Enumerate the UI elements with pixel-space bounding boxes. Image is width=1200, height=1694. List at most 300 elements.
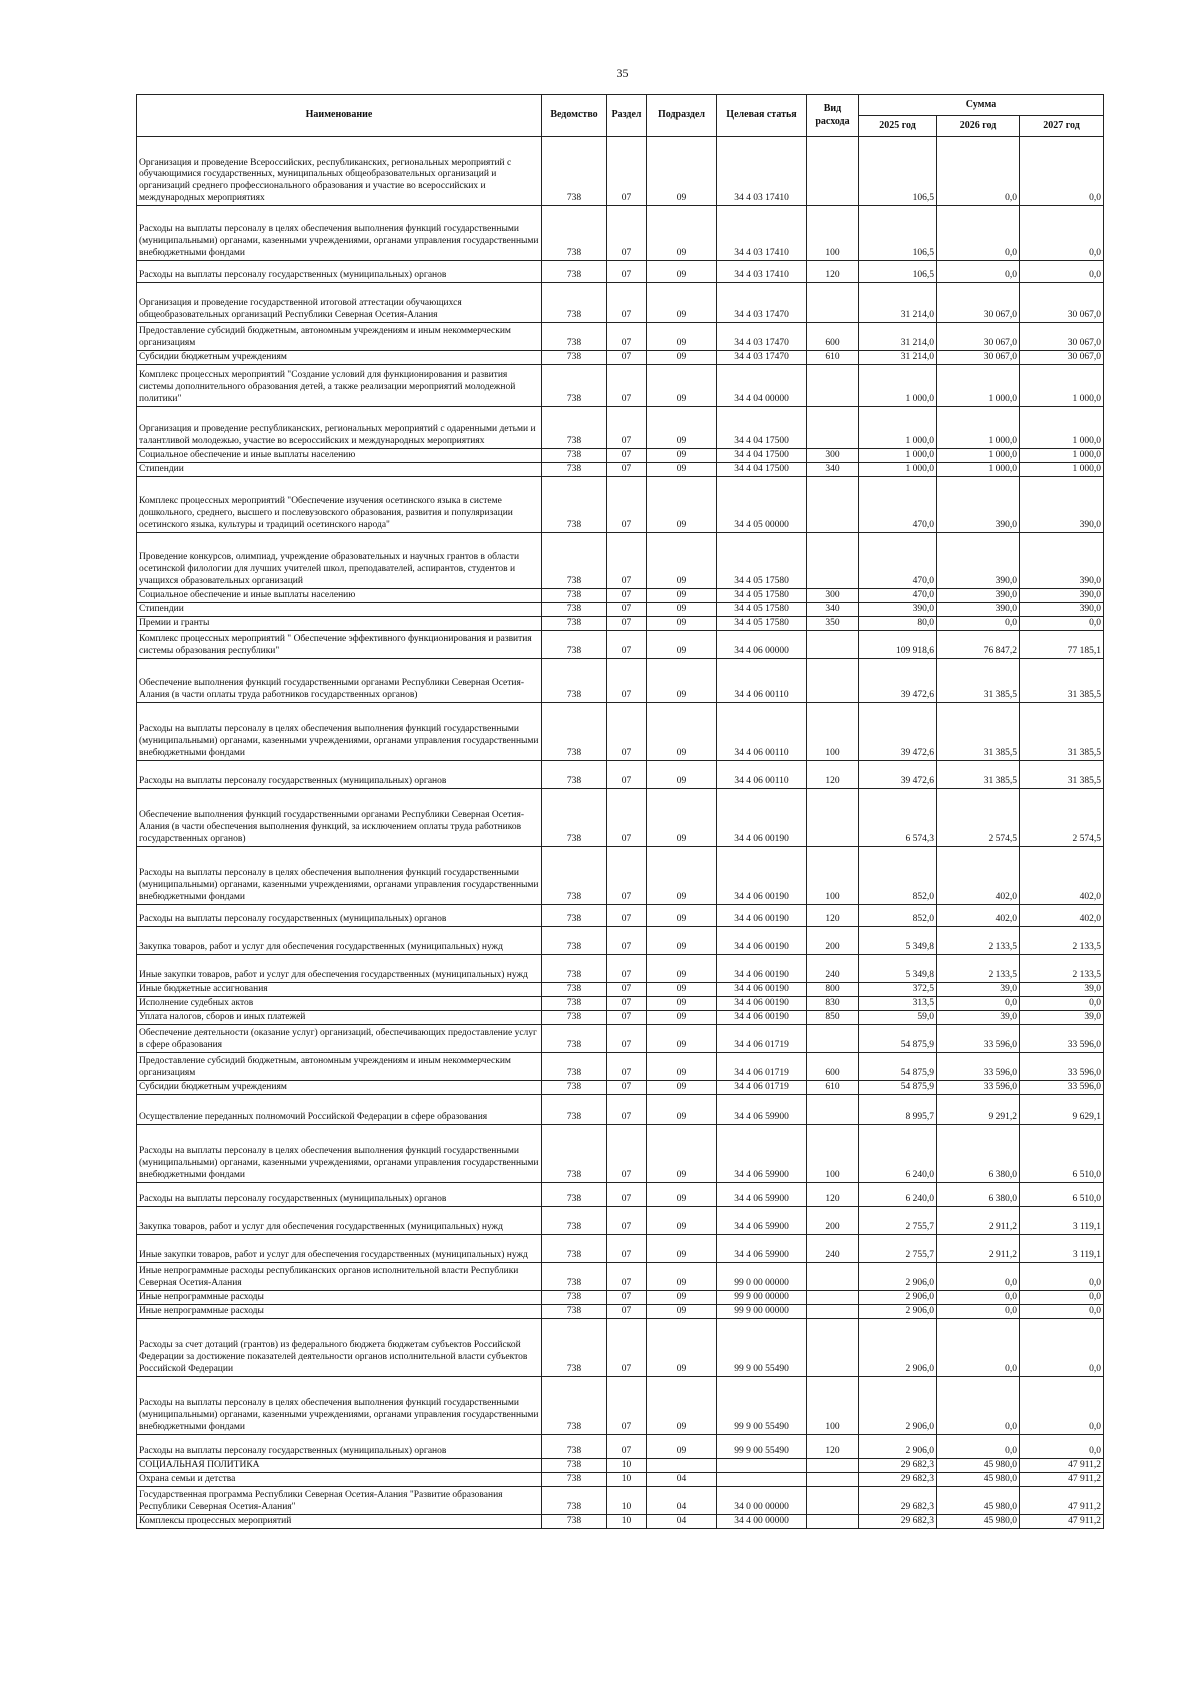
row-podrazdel: 09 <box>647 533 717 589</box>
row-name: Закупка товаров, работ и услуг для обеспечения государственных (муниципальных) нужд <box>137 927 542 955</box>
table-row <box>137 365 1104 407</box>
row-vedomstvo: 738 <box>542 631 607 659</box>
row-vedomstvo: 738 <box>542 983 607 997</box>
row-podrazdel: 09 <box>647 323 717 351</box>
row-sum-2025: 8 995,7 <box>859 1095 937 1125</box>
row-tselevaya-statya: 34 4 06 01719 <box>717 1081 807 1095</box>
row-name: Стипендии <box>137 603 542 617</box>
table-row <box>137 847 1104 905</box>
table-row <box>137 1319 1104 1377</box>
row-name: Государственная программа Республики Северная Осетия-Алания "Развитие образования Республики Северная Осетия-Алания" <box>137 1487 542 1515</box>
row-razdel: 07 <box>607 617 647 631</box>
row-sum-2026: 45 980,0 <box>937 1515 1020 1529</box>
row-vedomstvo: 738 <box>542 905 607 927</box>
row-vid-raskhoda <box>807 1487 859 1515</box>
row-sum-2026: 0,0 <box>937 206 1020 261</box>
row-razdel: 10 <box>607 1515 647 1529</box>
row-sum-2026: 0,0 <box>937 137 1020 206</box>
table-row <box>137 1515 1104 1529</box>
row-vedomstvo: 738 <box>542 847 607 905</box>
row-vid-raskhoda: 300 <box>807 449 859 463</box>
row-sum-2025: 54 875,9 <box>859 1053 937 1081</box>
table-row <box>137 449 1104 463</box>
row-sum-2025: 2 755,7 <box>859 1235 937 1263</box>
row-podrazdel: 09 <box>647 1377 717 1435</box>
row-vedomstvo: 738 <box>542 703 607 761</box>
row-name: Расходы на выплаты персоналу государственных (муниципальных) органов <box>137 761 542 789</box>
row-sum-2025: 372,5 <box>859 983 937 997</box>
row-sum-2026: 0,0 <box>937 997 1020 1011</box>
row-sum-2025: 29 682,3 <box>859 1459 937 1473</box>
table-row <box>137 1291 1104 1305</box>
row-podrazdel: 09 <box>647 703 717 761</box>
header-year-2026: 2026 год <box>937 116 1020 137</box>
row-tselevaya-statya: 34 4 06 00190 <box>717 955 807 983</box>
header-summa: Сумма <box>859 95 1104 116</box>
row-razdel: 07 <box>607 1081 647 1095</box>
row-tselevaya-statya: 34 4 04 00000 <box>717 365 807 407</box>
row-sum-2027: 402,0 <box>1020 847 1104 905</box>
row-tselevaya-statya: 99 9 00 55490 <box>717 1319 807 1377</box>
row-name: Расходы на выплаты персоналу в целях обеспечения выполнения функций государственными (муниципальными) органами, казенными учреждениями, органами управления государственными внебюджетными фондами <box>137 703 542 761</box>
row-sum-2027: 39,0 <box>1020 1011 1104 1025</box>
row-podrazdel: 09 <box>647 1207 717 1235</box>
row-vid-raskhoda: 610 <box>807 1081 859 1095</box>
row-vedomstvo: 738 <box>542 1473 607 1487</box>
row-razdel: 07 <box>607 351 647 365</box>
row-sum-2027: 31 385,5 <box>1020 703 1104 761</box>
row-sum-2025: 6 240,0 <box>859 1183 937 1207</box>
row-name: Социальное обеспечение и иные выплаты населению <box>137 589 542 603</box>
row-sum-2026: 0,0 <box>937 1435 1020 1459</box>
row-razdel: 07 <box>607 1377 647 1435</box>
row-tselevaya-statya: 34 4 05 17580 <box>717 617 807 631</box>
header-vid-raskhoda: Вид расхода <box>807 95 859 137</box>
row-vedomstvo: 738 <box>542 351 607 365</box>
row-vedomstvo: 738 <box>542 761 607 789</box>
table-row <box>137 1263 1104 1291</box>
row-name: Расходы на выплаты персоналу государственных (муниципальных) органов <box>137 1435 542 1459</box>
table-row <box>137 407 1104 449</box>
row-sum-2027: 47 911,2 <box>1020 1487 1104 1515</box>
row-sum-2025: 2 755,7 <box>859 1207 937 1235</box>
row-vid-raskhoda <box>807 533 859 589</box>
header-podrazdel: Подраздел <box>647 95 717 137</box>
row-podrazdel: 09 <box>647 1319 717 1377</box>
row-podrazdel: 09 <box>647 1235 717 1263</box>
row-vedomstvo: 738 <box>542 1207 607 1235</box>
row-sum-2027: 3 119,1 <box>1020 1207 1104 1235</box>
row-sum-2026: 33 596,0 <box>937 1053 1020 1081</box>
table-row <box>137 997 1104 1011</box>
row-sum-2026: 0,0 <box>937 1319 1020 1377</box>
row-podrazdel: 09 <box>647 1095 717 1125</box>
row-sum-2027: 402,0 <box>1020 905 1104 927</box>
row-vid-raskhoda <box>807 1291 859 1305</box>
row-sum-2026: 39,0 <box>937 983 1020 997</box>
row-sum-2026: 0,0 <box>937 1291 1020 1305</box>
row-razdel: 07 <box>607 1095 647 1125</box>
row-vedomstvo: 738 <box>542 533 607 589</box>
row-vid-raskhoda <box>807 631 859 659</box>
row-tselevaya-statya: 34 4 03 17410 <box>717 137 807 206</box>
row-razdel: 07 <box>607 1435 647 1459</box>
row-tselevaya-statya: 34 4 06 01719 <box>717 1025 807 1053</box>
row-name: Охрана семьи и детства <box>137 1473 542 1487</box>
row-sum-2026: 9 291,2 <box>937 1095 1020 1125</box>
row-razdel: 07 <box>607 365 647 407</box>
row-razdel: 07 <box>607 1183 647 1207</box>
header-vedomstvo: Ведомство <box>542 95 607 137</box>
row-vedomstvo: 738 <box>542 1319 607 1377</box>
row-sum-2026: 1 000,0 <box>937 463 1020 477</box>
row-sum-2027: 47 911,2 <box>1020 1515 1104 1529</box>
row-podrazdel <box>647 1459 717 1473</box>
row-vedomstvo: 738 <box>542 463 607 477</box>
row-podrazdel: 09 <box>647 1263 717 1291</box>
table-header <box>137 95 1104 137</box>
table-row <box>137 1435 1104 1459</box>
row-razdel: 10 <box>607 1459 647 1473</box>
row-razdel: 07 <box>607 1235 647 1263</box>
row-podrazdel: 09 <box>647 927 717 955</box>
row-vid-raskhoda: 600 <box>807 1053 859 1081</box>
row-name: Расходы на выплаты персоналу в целях обеспечения выполнения функций государственными (муниципальными) органами, казенными учреждениями, органами управления государственными внебюджетными фондами <box>137 1377 542 1435</box>
row-sum-2026: 45 980,0 <box>937 1473 1020 1487</box>
row-name: Предоставление субсидий бюджетным, автономным учреждениям и иным некоммерческим организациям <box>137 323 542 351</box>
row-sum-2026: 31 385,5 <box>937 761 1020 789</box>
row-podrazdel: 09 <box>647 477 717 533</box>
row-tselevaya-statya: 99 9 00 00000 <box>717 1305 807 1319</box>
row-sum-2026: 6 380,0 <box>937 1125 1020 1183</box>
row-tselevaya-statya: 34 4 06 59900 <box>717 1207 807 1235</box>
row-podrazdel: 09 <box>647 631 717 659</box>
row-vedomstvo: 738 <box>542 407 607 449</box>
row-razdel: 07 <box>607 589 647 603</box>
row-vedomstvo: 738 <box>542 1291 607 1305</box>
row-vid-raskhoda <box>807 365 859 407</box>
row-vid-raskhoda: 100 <box>807 206 859 261</box>
row-tselevaya-statya: 34 4 03 17470 <box>717 323 807 351</box>
row-vid-raskhoda <box>807 659 859 703</box>
row-sum-2026: 45 980,0 <box>937 1487 1020 1515</box>
row-name: Стипендии <box>137 463 542 477</box>
table-row <box>137 1053 1104 1081</box>
row-vedomstvo: 738 <box>542 1305 607 1319</box>
row-vedomstvo: 738 <box>542 1095 607 1125</box>
row-podrazdel: 09 <box>647 789 717 847</box>
row-podrazdel: 09 <box>647 206 717 261</box>
table-row <box>137 617 1104 631</box>
row-sum-2025: 2 906,0 <box>859 1263 937 1291</box>
row-sum-2026: 402,0 <box>937 905 1020 927</box>
row-vedomstvo: 738 <box>542 1487 607 1515</box>
row-vedomstvo: 738 <box>542 617 607 631</box>
row-sum-2027: 39,0 <box>1020 983 1104 997</box>
row-sum-2027: 47 911,2 <box>1020 1473 1104 1487</box>
row-sum-2027: 2 133,5 <box>1020 955 1104 983</box>
row-razdel: 07 <box>607 449 647 463</box>
row-sum-2027: 30 067,0 <box>1020 283 1104 323</box>
row-sum-2027: 0,0 <box>1020 1377 1104 1435</box>
row-name: Обеспечение выполнения функций государственными органами Республики Северная Осетия-Алания (в части обеспечения выполнения функций, за исключением оплаты труда работников государственных органов) <box>137 789 542 847</box>
row-podrazdel: 09 <box>647 1305 717 1319</box>
row-razdel: 07 <box>607 603 647 617</box>
table-row <box>137 1459 1104 1473</box>
row-sum-2026: 2 911,2 <box>937 1207 1020 1235</box>
row-podrazdel: 09 <box>647 1025 717 1053</box>
row-name: Исполнение судебных актов <box>137 997 542 1011</box>
row-sum-2025: 59,0 <box>859 1011 937 1025</box>
row-sum-2027: 0,0 <box>1020 261 1104 283</box>
row-tselevaya-statya: 34 4 06 00000 <box>717 631 807 659</box>
row-sum-2025: 31 214,0 <box>859 323 937 351</box>
header-year-2027: 2027 год <box>1020 116 1104 137</box>
row-sum-2025: 313,5 <box>859 997 937 1011</box>
table-row <box>137 463 1104 477</box>
row-sum-2027: 31 385,5 <box>1020 761 1104 789</box>
row-name: Организация и проведение Всероссийских, республиканских, региональных мероприятий с обучающимися государственных, муниципальных общеобразовательных организаций и организаций среднего профессионального образования и участие во всероссийских и международных мероприятиях <box>137 137 542 206</box>
row-name: Организация и проведение государственной итоговой аттестации обучающихся общеобразовательных организаций Республики Северная Осетия-Алания <box>137 283 542 323</box>
row-sum-2026: 402,0 <box>937 847 1020 905</box>
row-sum-2026: 30 067,0 <box>937 351 1020 365</box>
header-year-2025: 2025 год <box>859 116 937 137</box>
header-razdel: Раздел <box>607 95 647 137</box>
header-tselevaya-statya: Целевая статья <box>717 95 807 137</box>
table-row <box>137 1081 1104 1095</box>
row-sum-2025: 5 349,8 <box>859 927 937 955</box>
row-vid-raskhoda: 800 <box>807 983 859 997</box>
row-name: СОЦИАЛЬНАЯ ПОЛИТИКА <box>137 1459 542 1473</box>
row-sum-2026: 30 067,0 <box>937 323 1020 351</box>
row-sum-2026: 33 596,0 <box>937 1081 1020 1095</box>
row-vedomstvo: 738 <box>542 789 607 847</box>
row-sum-2027: 1 000,0 <box>1020 365 1104 407</box>
row-sum-2027: 6 510,0 <box>1020 1125 1104 1183</box>
row-vid-raskhoda <box>807 137 859 206</box>
row-sum-2025: 106,5 <box>859 261 937 283</box>
row-sum-2027: 0,0 <box>1020 1263 1104 1291</box>
row-name: Обеспечение деятельности (оказание услуг) организаций, обеспечивающих предоставление услуг в сфере образования <box>137 1025 542 1053</box>
row-vid-raskhoda <box>807 1319 859 1377</box>
row-sum-2027: 390,0 <box>1020 589 1104 603</box>
row-vedomstvo: 738 <box>542 365 607 407</box>
table-row <box>137 1025 1104 1053</box>
row-razdel: 07 <box>607 1263 647 1291</box>
row-razdel: 07 <box>607 323 647 351</box>
row-tselevaya-statya: 34 4 03 17410 <box>717 206 807 261</box>
row-name: Проведение конкурсов, олимпиад, учреждение образовательных и научных грантов в области осетинской филологии для лучших учителей школ, преподавателей, аспирантов, студентов и учащихся образовательных организаций <box>137 533 542 589</box>
row-tselevaya-statya: 34 4 06 00190 <box>717 997 807 1011</box>
row-sum-2025: 106,5 <box>859 206 937 261</box>
table-row <box>137 283 1104 323</box>
row-podrazdel: 09 <box>647 983 717 997</box>
row-tselevaya-statya: 34 4 06 00190 <box>717 927 807 955</box>
row-sum-2025: 470,0 <box>859 477 937 533</box>
budget-table <box>136 94 1104 1529</box>
row-sum-2027: 0,0 <box>1020 1319 1104 1377</box>
row-sum-2025: 1 000,0 <box>859 407 937 449</box>
row-podrazdel: 09 <box>647 955 717 983</box>
row-tselevaya-statya: 34 4 06 59900 <box>717 1125 807 1183</box>
row-podrazdel: 09 <box>647 351 717 365</box>
row-vid-raskhoda <box>807 1515 859 1529</box>
row-sum-2025: 54 875,9 <box>859 1025 937 1053</box>
row-vid-raskhoda: 340 <box>807 463 859 477</box>
row-sum-2025: 5 349,8 <box>859 955 937 983</box>
row-podrazdel: 04 <box>647 1487 717 1515</box>
row-sum-2025: 109 918,6 <box>859 631 937 659</box>
row-tselevaya-statya: 34 4 06 00110 <box>717 761 807 789</box>
row-sum-2026: 390,0 <box>937 477 1020 533</box>
row-tselevaya-statya <box>717 1459 807 1473</box>
row-sum-2025: 2 906,0 <box>859 1305 937 1319</box>
row-vid-raskhoda <box>807 1459 859 1473</box>
row-vid-raskhoda <box>807 1095 859 1125</box>
row-sum-2026: 2 133,5 <box>937 955 1020 983</box>
row-razdel: 07 <box>607 1291 647 1305</box>
row-razdel: 07 <box>607 927 647 955</box>
table-row <box>137 1207 1104 1235</box>
row-vedomstvo: 738 <box>542 1081 607 1095</box>
row-vid-raskhoda: 120 <box>807 1435 859 1459</box>
row-podrazdel: 09 <box>647 449 717 463</box>
row-vid-raskhoda: 200 <box>807 1207 859 1235</box>
row-tselevaya-statya: 34 4 05 17580 <box>717 603 807 617</box>
row-vid-raskhoda: 120 <box>807 905 859 927</box>
row-name: Социальное обеспечение и иные выплаты населению <box>137 449 542 463</box>
row-podrazdel: 09 <box>647 283 717 323</box>
table-row <box>137 1473 1104 1487</box>
row-tselevaya-statya: 34 4 05 00000 <box>717 477 807 533</box>
row-razdel: 07 <box>607 761 647 789</box>
row-sum-2027: 0,0 <box>1020 1435 1104 1459</box>
row-sum-2026: 2 911,2 <box>937 1235 1020 1263</box>
row-razdel: 07 <box>607 1319 647 1377</box>
row-vid-raskhoda <box>807 1025 859 1053</box>
row-podrazdel: 09 <box>647 365 717 407</box>
row-tselevaya-statya: 34 4 03 17470 <box>717 283 807 323</box>
row-vedomstvo: 738 <box>542 261 607 283</box>
row-name: Иные непрограммные расходы <box>137 1291 542 1305</box>
row-sum-2026: 76 847,2 <box>937 631 1020 659</box>
row-vid-raskhoda: 120 <box>807 261 859 283</box>
row-name: Комплекс процессных мероприятий "Создание условий для функционирования и развития системы дополнительного образования детей, а также реализации мероприятий молодежной политики" <box>137 365 542 407</box>
row-sum-2026: 0,0 <box>937 261 1020 283</box>
row-name: Расходы на выплаты персоналу государственных (муниципальных) органов <box>137 261 542 283</box>
table-row <box>137 477 1104 533</box>
row-vedomstvo: 738 <box>542 1011 607 1025</box>
row-razdel: 07 <box>607 703 647 761</box>
row-tselevaya-statya: 34 4 06 00190 <box>717 983 807 997</box>
row-podrazdel: 09 <box>647 1291 717 1305</box>
row-vid-raskhoda: 100 <box>807 1377 859 1435</box>
row-razdel: 07 <box>607 407 647 449</box>
row-razdel: 07 <box>607 283 647 323</box>
row-vid-raskhoda <box>807 1263 859 1291</box>
row-razdel: 07 <box>607 1125 647 1183</box>
row-vedomstvo: 738 <box>542 997 607 1011</box>
row-sum-2027: 0,0 <box>1020 1305 1104 1319</box>
header-name: Наименование <box>137 95 542 137</box>
row-podrazdel: 09 <box>647 617 717 631</box>
row-vedomstvo: 738 <box>542 927 607 955</box>
row-vid-raskhoda: 200 <box>807 927 859 955</box>
row-sum-2026: 390,0 <box>937 589 1020 603</box>
table-row <box>137 1125 1104 1183</box>
row-sum-2025: 6 240,0 <box>859 1125 937 1183</box>
table-row <box>137 1377 1104 1435</box>
row-vid-raskhoda <box>807 1473 859 1487</box>
row-vedomstvo: 738 <box>542 1435 607 1459</box>
row-sum-2027: 6 510,0 <box>1020 1183 1104 1207</box>
row-sum-2026: 0,0 <box>937 1377 1020 1435</box>
row-name: Иные непрограммные расходы республиканских органов исполнительной власти Республики Северная Осетия-Алания <box>137 1263 542 1291</box>
row-name: Обеспечение выполнения функций государственными органами Республики Северная Осетия-Алания (в части оплаты труда работников государственных органов) <box>137 659 542 703</box>
row-vid-raskhoda: 340 <box>807 603 859 617</box>
row-name: Предоставление субсидий бюджетным, автономным учреждениям и иным некоммерческим организациям <box>137 1053 542 1081</box>
row-vedomstvo: 738 <box>542 137 607 206</box>
row-vedomstvo: 738 <box>542 1459 607 1473</box>
row-tselevaya-statya: 34 4 06 01719 <box>717 1053 807 1081</box>
row-vid-raskhoda: 600 <box>807 323 859 351</box>
row-podrazdel: 09 <box>647 261 717 283</box>
table-row <box>137 323 1104 351</box>
row-podrazdel: 09 <box>647 1053 717 1081</box>
row-sum-2027: 1 000,0 <box>1020 463 1104 477</box>
row-tselevaya-statya: 34 4 05 17580 <box>717 533 807 589</box>
row-vedomstvo: 738 <box>542 955 607 983</box>
row-name: Иные закупки товаров, работ и услуг для обеспечения государственных (муниципальных) нужд <box>137 955 542 983</box>
row-name: Премии и гранты <box>137 617 542 631</box>
row-podrazdel: 09 <box>647 1125 717 1183</box>
row-sum-2026: 31 385,5 <box>937 659 1020 703</box>
row-podrazdel: 04 <box>647 1515 717 1529</box>
row-vedomstvo: 738 <box>542 206 607 261</box>
row-vedomstvo: 738 <box>542 1025 607 1053</box>
table-body <box>137 137 1104 1529</box>
row-tselevaya-statya: 34 4 06 59900 <box>717 1235 807 1263</box>
row-sum-2025: 80,0 <box>859 617 937 631</box>
row-sum-2027: 0,0 <box>1020 1291 1104 1305</box>
row-razdel: 10 <box>607 1487 647 1515</box>
row-razdel: 07 <box>607 261 647 283</box>
row-vid-raskhoda <box>807 407 859 449</box>
row-name: Расходы на выплаты персоналу в целях обеспечения выполнения функций государственными (муниципальными) органами, казенными учреждениями, органами управления государственными внебюджетными фондами <box>137 847 542 905</box>
table-row <box>137 533 1104 589</box>
row-vid-raskhoda: 120 <box>807 761 859 789</box>
row-sum-2026: 0,0 <box>937 1305 1020 1319</box>
row-sum-2027: 0,0 <box>1020 137 1104 206</box>
row-sum-2027: 47 911,2 <box>1020 1459 1104 1473</box>
row-name: Уплата налогов, сборов и иных платежей <box>137 1011 542 1025</box>
row-sum-2027: 2 133,5 <box>1020 927 1104 955</box>
row-vid-raskhoda: 120 <box>807 1183 859 1207</box>
row-sum-2026: 1 000,0 <box>937 407 1020 449</box>
row-tselevaya-statya: 34 4 04 17500 <box>717 407 807 449</box>
table-row <box>137 1095 1104 1125</box>
row-name: Расходы на выплаты персоналу в целях обеспечения выполнения функций государственными (муниципальными) органами, казенными учреждениями, органами управления государственными внебюджетными фондами <box>137 1125 542 1183</box>
row-sum-2027: 33 596,0 <box>1020 1081 1104 1095</box>
row-name: Осуществление переданных полномочий Российской Федерации в сфере образования <box>137 1095 542 1125</box>
table-row <box>137 1011 1104 1025</box>
table-row <box>137 905 1104 927</box>
row-razdel: 07 <box>607 631 647 659</box>
row-sum-2027: 0,0 <box>1020 617 1104 631</box>
row-name: Расходы на выплаты персоналу государственных (муниципальных) органов <box>137 1183 542 1207</box>
table-row <box>137 789 1104 847</box>
row-vedomstvo: 738 <box>542 1235 607 1263</box>
